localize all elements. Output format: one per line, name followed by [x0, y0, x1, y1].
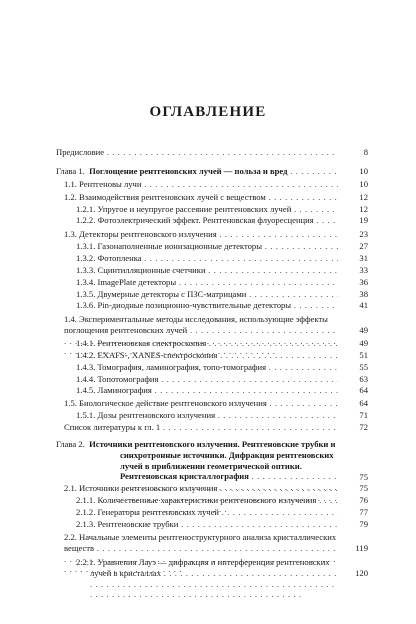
toc-entry-title: 2.1.1. Количественные характеристики рентгеновского излучения . . . [56, 495, 338, 506]
toc-chapter-title [56, 166, 338, 177]
toc-entry-page: 55 [359, 362, 368, 372]
toc-entry-page: 49 [359, 338, 368, 348]
toc-entry-title: 1.3.3. Сцинтилляционные счетчики . . . [56, 265, 338, 276]
toc-entry-title: 1.4.5. Ламинография . . . [56, 385, 338, 396]
toc-entry-page: 77 [359, 507, 368, 517]
toc-entry-page: 8 [363, 147, 368, 157]
toc-entry-title: 1.5. Биологическое действие рентгеновского излучения . . . [56, 398, 338, 409]
toc-entry-page: 27 [359, 241, 368, 251]
toc-entry-page: 75 [359, 483, 368, 493]
toc-entry-page: 41 [359, 300, 368, 310]
toc-entry [56, 385, 368, 396]
toc-entry-title: 1.2.1. Упругое и неупругое рассеяние рентгеновских лучей . . . [56, 204, 338, 215]
toc-entry-title: 1.4.2. EXAFS-, XANES-спектроскопия . . . [56, 350, 338, 361]
toc-entry-page: 120 [355, 568, 368, 578]
toc-entry-page: 33 [359, 265, 368, 275]
toc-entry [56, 422, 368, 433]
toc-entry-title: 1.4. Экспериментальные методы исследования, использующие эффекты поглощения рентгеновских лучей . . . [56, 314, 338, 357]
toc-entry-title: 1.3.2. Фотопленка . . . [56, 253, 338, 264]
toc-entry [56, 277, 368, 288]
toc-entry [56, 483, 368, 494]
toc-entry [56, 265, 368, 276]
toc-entry [56, 338, 368, 349]
toc-entry-page: 75 [359, 472, 368, 482]
toc-entry-page: 23 [359, 229, 368, 239]
toc-entry-title: 1.3.6. Pin-диодные позиционно-чувствительные детекторы . . . [56, 300, 338, 311]
toc-entry [56, 215, 368, 226]
toc-entry-page: 12 [359, 192, 368, 202]
toc-entry [56, 362, 368, 373]
toc-entry [56, 410, 368, 421]
toc-entry [56, 241, 368, 252]
page-title: ОГЛАВЛЕНИЕ [149, 104, 267, 120]
toc-entry [56, 289, 368, 300]
toc-entry [56, 229, 368, 240]
toc-entry-page: 10 [359, 166, 368, 176]
toc-entry-title: 2.2.1. Уравнения Лауэ — дифракция и интерференция рентгеновских лучей в кристаллах . . . [56, 557, 338, 600]
toc-entry-page: 36 [359, 277, 368, 287]
toc-entry [56, 495, 368, 506]
toc-entry-title: Список литературы к гл. 1 . . . [56, 422, 338, 433]
toc-entry-title: 1.3.4. ImagePlate детекторы . . . [56, 277, 338, 288]
toc-entry-title: 1.2. Взаимодействия рентгеновских лучей с веществом . . . [56, 192, 338, 203]
toc-entry [56, 507, 368, 518]
toc-entry-title: 1.4.3. Томография, ламинография, топо-томография . . . [56, 362, 338, 373]
toc-entry [56, 204, 368, 215]
toc-entry-title: 2.2. Начальные элементы рентгеноструктурного анализа кристаллических веществ . . . [56, 532, 338, 575]
toc-entry-page: 63 [359, 374, 368, 384]
toc-entry-title: 1.1. Рентгеновы лучи . . . [56, 179, 338, 190]
toc-entry-page: 49 [359, 325, 368, 335]
toc-entry [56, 253, 368, 264]
toc-entry-page: 38 [359, 289, 368, 299]
toc-entry-page: 19 [359, 215, 368, 225]
chapter-label: Глава 1. [56, 166, 85, 176]
toc-entry [56, 192, 368, 203]
toc-chapter-1 [56, 166, 368, 177]
toc-entry [56, 557, 368, 600]
toc-entry-page: 71 [359, 410, 368, 420]
toc-entry-title: 1.3.1. Газонаполненные ионизационные детекторы . . . [56, 241, 338, 252]
toc-entry-title: 1.4.4. Топотомография . . . [56, 374, 338, 385]
chapter-text: Источники рентгеновского излучения. Рентгеновские трубки и синхротронные источники. Дифракция рентгеновских лучей в приближении геометрической оптики. Рентгеновская кристаллография [89, 439, 336, 482]
toc-entry-page: 64 [359, 398, 368, 408]
toc-entry-preface [56, 147, 368, 158]
chapter-label: Глава 2. [56, 439, 85, 449]
toc-entry [56, 179, 368, 190]
toc-entry-page: 31 [359, 253, 368, 263]
toc-entry-page: 51 [359, 350, 368, 360]
toc-entry-title: 2.1. Источники рентгеновского излучения . . . [56, 483, 338, 494]
toc-entry-page: 79 [359, 519, 368, 529]
toc-entry-title: 1.5.1. Дозы рентгеновского излучения . . . [56, 410, 338, 421]
toc-entry-title: Предисловие . . . [56, 147, 338, 158]
toc-entry-page: 119 [355, 543, 368, 553]
toc-entry-page: 76 [359, 495, 368, 505]
toc-entry-title: 2.1.3. Рентгеновские трубки . . . [56, 519, 338, 530]
toc-entry-page: 10 [359, 179, 368, 189]
toc-entry-title: 1.3.5. Двумерные детекторы с ПЗС-матрицами . . . [56, 289, 338, 300]
toc-entry [56, 374, 368, 385]
toc-entry-title: 2.1.2. Генераторы рентгеновских лучей . . . [56, 507, 338, 518]
chapter-text: Поглощение рентгеновских лучей — польза и вред [89, 166, 288, 176]
toc-entry-page: 64 [359, 385, 368, 395]
toc-entry-page: 72 [359, 422, 368, 432]
toc-entry [56, 350, 368, 361]
toc-entry-title: 1.3. Детекторы рентгеновского излучения . . . [56, 229, 338, 240]
toc-entry [56, 300, 368, 311]
toc-entry-title: 1.4.1. Рентгеновская спектроскопия . . . [56, 338, 338, 349]
toc-entry-page: 12 [359, 204, 368, 214]
toc-entry [56, 519, 368, 530]
toc-entry-title: 1.2.2. Фотоэлектрический эффект. Рентгеновская флуоресценция . . . [56, 215, 338, 226]
toc-entry [56, 398, 368, 409]
